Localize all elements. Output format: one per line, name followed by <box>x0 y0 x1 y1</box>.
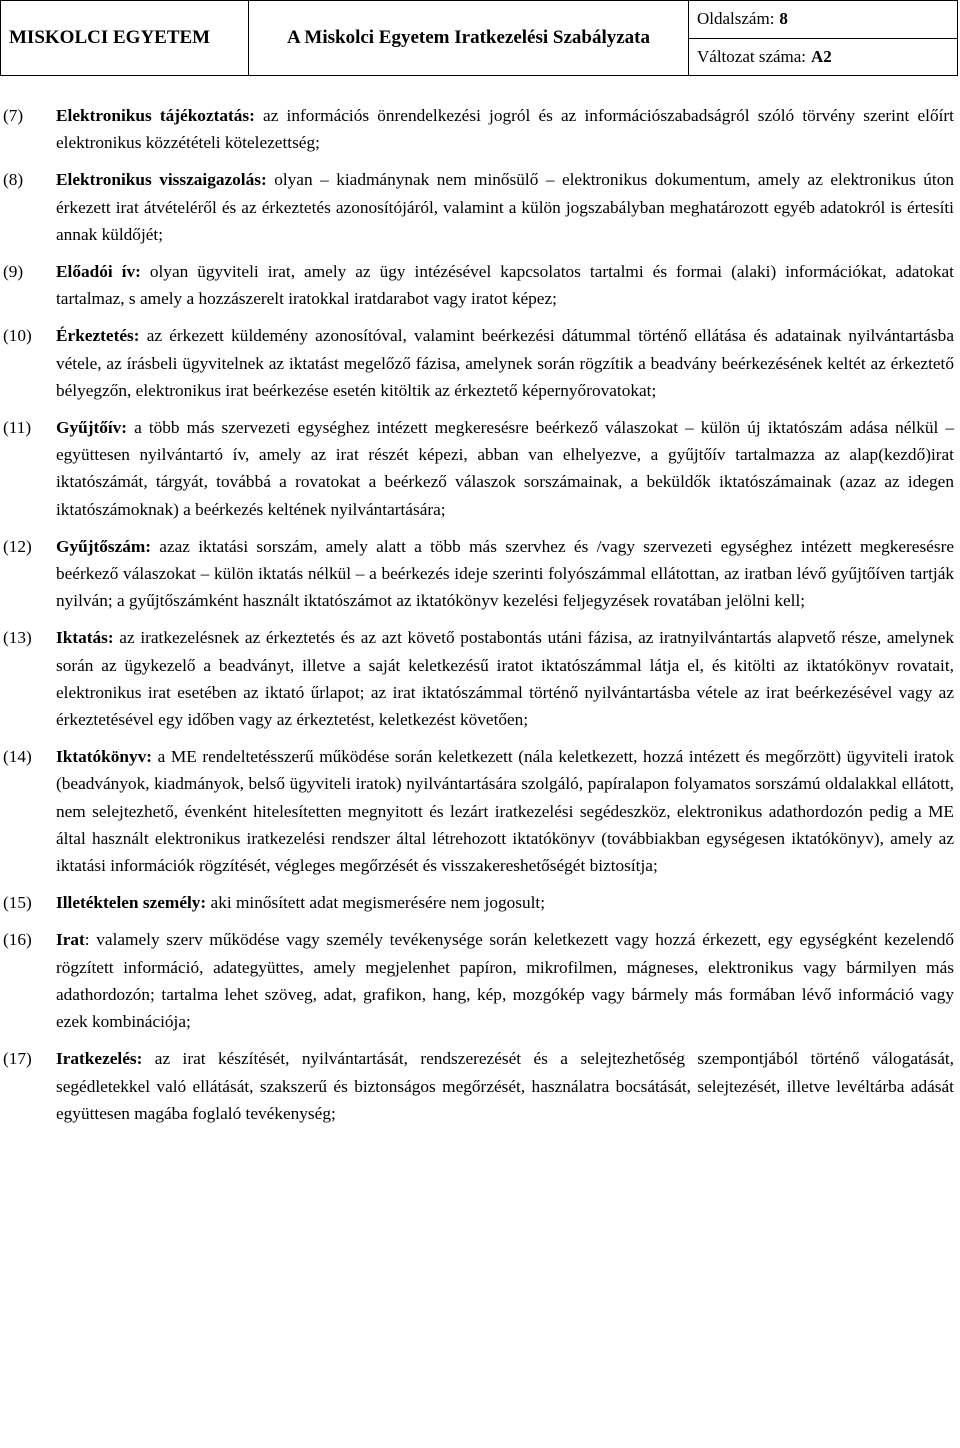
definition-body <box>56 258 954 312</box>
definition-item <box>3 1045 954 1127</box>
definition-item <box>3 322 954 404</box>
definition-text: aki minősített adat megismerésére nem jogosult; <box>206 893 546 913</box>
definition-term: Irat <box>56 930 85 950</box>
page-number: 8 <box>779 9 788 29</box>
definition-item <box>3 926 954 1035</box>
definition-item <box>3 414 954 523</box>
definition-term: Iktatókönyv: <box>56 747 153 767</box>
definition-item <box>3 166 954 248</box>
page-label: Oldalszám: <box>697 9 775 29</box>
definition-body <box>56 624 954 733</box>
definition-number: (13) <box>3 628 32 648</box>
definition-number: (16) <box>3 930 32 950</box>
definition-number: (10) <box>3 326 32 346</box>
definition-body <box>56 889 954 916</box>
definition-item <box>3 533 954 615</box>
definition-text: az érkezett küldemény azonosítóval, valamint beérkezési dátummal történő ellátása és adatainak nyilvántartásba vétele, az írásbeli ügyvitelnek az iktatást megelőző fázisa, amelynek során rögzítik a beadvány beérkezésének keltét az érkeztető bélyegzőn, elektronikus irat beérkezése esetén kitöltik az érkeztető képernyőrovatokat; <box>56 326 954 400</box>
version-value: A2 <box>811 46 832 66</box>
definition-term: Illetéktelen személy: <box>56 893 207 913</box>
definition-item <box>3 743 954 879</box>
definition-number: (17) <box>3 1049 32 1069</box>
definition-term: Iktatás: <box>56 628 114 648</box>
definition-term: Elektronikus visszaigazolás: <box>56 170 267 190</box>
definition-body <box>56 102 954 156</box>
definition-number: (12) <box>3 536 32 556</box>
definition-term: Gyűjtőszám: <box>56 536 152 556</box>
definition-number: (14) <box>3 747 32 767</box>
definitions-list <box>3 102 954 1137</box>
definition-item <box>3 258 954 312</box>
definition-item <box>3 102 954 156</box>
definition-text: az iratkezelésnek az érkeztetés és az azt követő postabontás utáni fázisa, az iratnyilvántartás alapvető része, amelynek során az ügykezelő a beadványt, illetve a saját keletkezésű iratot iktatószámmal látja el, és kitölti az iktatókönyv rovatait, elektronikus irat esetében az iktató űrlapot; az irat iktatószámmal történő nyilvántartásba vétele az irat beérkezésével vagy az érkeztetésével egy időben vagy az érkeztetést, keletkezést követően; <box>56 628 954 730</box>
definition-body <box>56 926 954 1035</box>
definition-body <box>56 322 954 404</box>
header-meta <box>689 1 957 75</box>
definition-term: Gyűjtőív: <box>56 418 128 438</box>
version-label: Változat száma: <box>697 46 807 66</box>
version-row <box>689 38 957 76</box>
definition-term: Iratkezelés: <box>56 1049 143 1069</box>
page-header <box>0 0 958 76</box>
definition-text: azaz iktatási sorszám, amely alatt a több más szervhez és /vagy szervezeti egységhez intézett megkeresésre beérkező válaszokat – külön iktatás nélkül – a beérkezés ideje szerinti folyószámmal ellátottan, az iratban lévő gyűjtőíven tartják nyilván; a gyűjtőszámként használt iktatószámot az iktatókönyv kezelési feljegyzések rovatában jelölni kell; <box>56 536 954 611</box>
definition-body <box>56 1045 954 1127</box>
definition-number: (7) <box>3 106 24 125</box>
definition-body <box>56 414 954 523</box>
definition-text: a ME rendeltetésszerű működése során keletkezett (nála keletkezett, hozzá intézett és megőrzött) ügyviteli iratok (beadványok, kiadmányok, belső ügyviteli iratok) nyilvántartására szolgáló, papíralapon folyamatos sorszámú oldalakkal ellátott, nem selejtezhető, évenként hitelesítetten megnyitott és lezárt iratkezelési segédeszköz, elektronikus adathordozón pedig a ME által használt elektronikus iratkezelési rendszer által létrehozott iktatókönyv (továbbiakban egységesen iktatókönyv), amely az iktatási információk rögzítését, végleges megőrzését és visszakereshetőségét biztosítja; <box>56 747 954 876</box>
definition-number: (9) <box>3 262 24 282</box>
definition-number: (8) <box>3 170 24 190</box>
definition-item <box>3 624 954 733</box>
definition-term: Elektronikus tájékoztatás: <box>56 106 255 125</box>
page-number-row <box>689 1 957 38</box>
definition-text: az információs önrendelkezési jogról és az információszabadságról szóló törvény szerint előírt elektronikus közzétételi kötelezettség; <box>56 106 954 153</box>
definition-text: : valamely szerv működése vagy személy tevékenysége során keletkezett vagy hozzá érkezett, egy egységként kezelendő rögzített információ, adategyüttes, amely megjelenhet papíron, mikrofilmen, mágneses, elektronikus vagy bármilyen más adathordozón; tartalma lehet szöveg, adat, grafikon, hang, kép, mozgókép vagy bármely más formában lévő információ vagy ezek kombinációja; <box>56 930 954 1032</box>
university-name: MISKOLCI EGYETEM <box>1 1 249 75</box>
definition-body <box>56 743 954 879</box>
document-title: A Miskolci Egyetem Iratkezelési Szabályzata <box>249 1 689 75</box>
definition-text: olyan – kiadmánynak nem minősülő – elektronikus dokumentum, amely az elektronikus úton érkezett irat átvételéről és az érkeztetés azonosítójáról, valamint a külön jogszabályban meghatározott egyéb adatokról is értesíti annak küldőjét; <box>56 170 955 244</box>
definition-term: Előadói ív: <box>56 262 141 282</box>
definition-body <box>56 166 954 248</box>
definition-body <box>56 533 954 615</box>
definition-number: (15) <box>3 893 32 913</box>
definition-term: Érkeztetés: <box>56 326 140 346</box>
definition-text: olyan ügyviteli irat, amely az ügy intézésével kapcsolatos tartalmi és formai (alaki) információkat, adatokat tartalmaz, s amely a hozzászerelt iratokkal iratdarabot vagy iratot képez; <box>56 262 954 309</box>
definition-item <box>3 889 954 916</box>
definition-text: a több más szervezeti egységhez intézett megkeresésre beérkező válaszokat – külön új iktatószám adása nélkül – együttesen nyilvántartó ív, amely az irat részét képezi, abban van elhelyezve, a gyűjtőív tartalmazza az alap(kezdő)irat iktatószámát, tárgyát, továbbá a rovatokat a beérkező válaszok sorszámainak, a beküldők iktatószámainak (azaz az idegen iktatószámoknak) a beérkezés keltének nyilvántartására; <box>56 418 954 519</box>
definition-number: (11) <box>3 418 32 438</box>
definition-text: az irat készítését, nyilvántartását, rendszerezését és a selejtezhetőség szempontjából történő válogatását, segédletekkel való ellátását, szakszerű és biztonságos megőrzését, használatra bocsátását, selejtezését, illetve levéltárba adását együttesen magába foglaló tevékenység; <box>56 1049 954 1123</box>
